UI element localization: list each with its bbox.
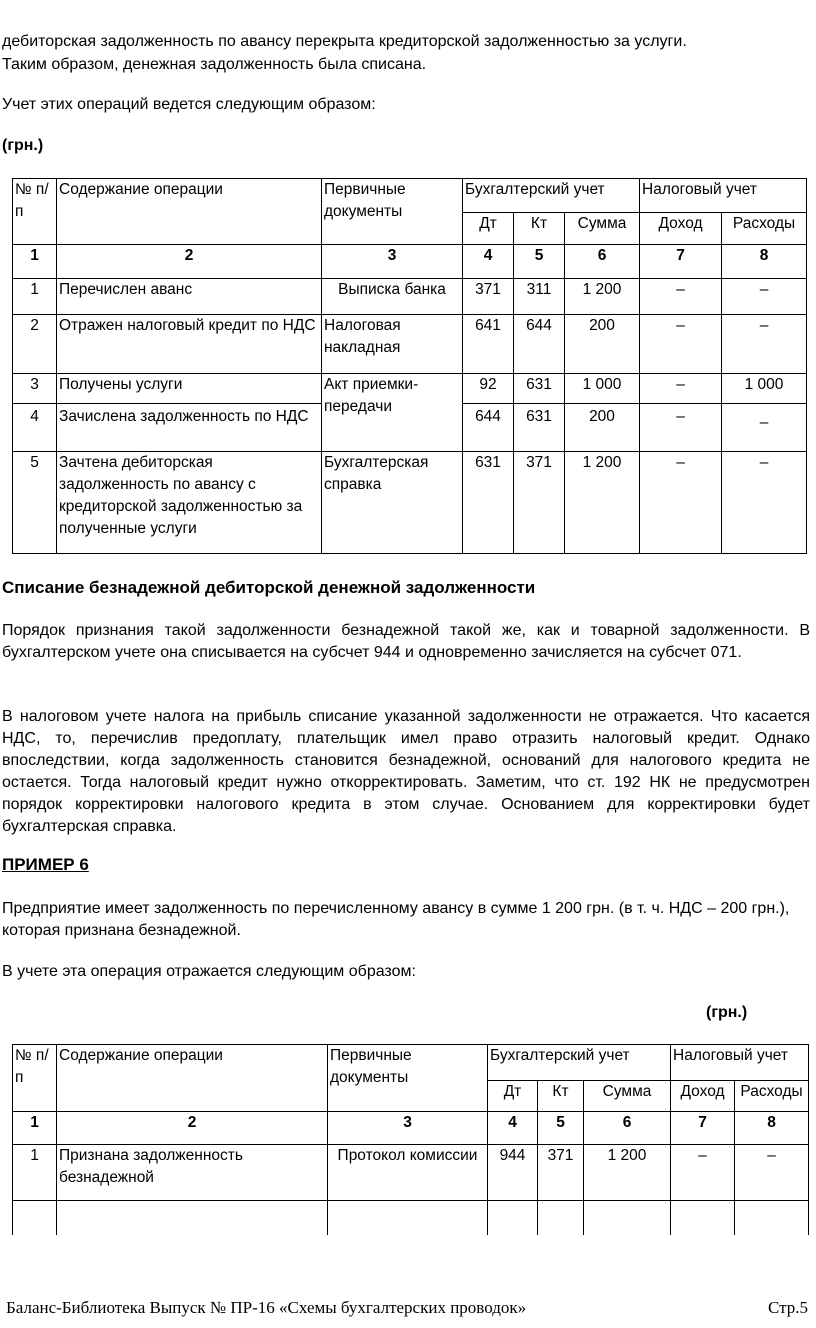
row-sum: 1 200 xyxy=(584,1145,671,1201)
col-num: 5 xyxy=(514,245,565,279)
header-dt: Дт xyxy=(463,213,514,245)
row-expense: – xyxy=(722,452,807,554)
example-title: ПРИМЕР 6 xyxy=(2,855,89,874)
empty-cell xyxy=(13,1201,57,1235)
row-expense: – xyxy=(722,315,807,374)
row-content: Отражен налоговый кредит по НДС xyxy=(57,315,322,374)
header-accounting: Бухгалтерский учет xyxy=(488,1045,671,1081)
row-kt: 371 xyxy=(514,452,565,554)
col-num: 5 xyxy=(538,1112,584,1145)
header-kt: Кт xyxy=(538,1081,584,1112)
empty-cell xyxy=(57,1201,328,1235)
row-sum: 1 200 xyxy=(565,279,640,315)
row-expense: – xyxy=(722,404,807,452)
row-kt: 631 xyxy=(514,404,565,452)
section-title: Списание безнадежной дебиторской денежной задолженности xyxy=(2,578,536,597)
row-dt: 644 xyxy=(463,404,514,452)
row-number: 5 xyxy=(13,452,57,554)
empty-cell xyxy=(488,1201,538,1235)
table-row-empty xyxy=(13,1201,809,1235)
column-number-row xyxy=(13,245,807,279)
header-content: Содержание операции xyxy=(57,1045,328,1112)
row-income: – xyxy=(640,279,722,315)
row-content: Получены услуги xyxy=(57,374,322,404)
row-number: 3 xyxy=(13,374,57,404)
header-income: Доход xyxy=(640,213,722,245)
header-expense: Расходы xyxy=(735,1081,809,1112)
row-expense: – xyxy=(735,1145,809,1201)
header-sum: Сумма xyxy=(565,213,640,245)
col-num: 2 xyxy=(57,245,322,279)
header-content: Содержание операции xyxy=(57,179,322,245)
row-dt: 631 xyxy=(463,452,514,554)
row-number: 2 xyxy=(13,315,57,374)
header-accounting: Бухгалтерский учет xyxy=(463,179,640,213)
example-intro: В учете эта операция отражается следующим образом: xyxy=(2,963,416,980)
row-number: 1 xyxy=(13,1145,57,1201)
col-num: 4 xyxy=(463,245,514,279)
row-kt: 311 xyxy=(514,279,565,315)
table-row xyxy=(13,315,807,374)
row-income: – xyxy=(640,315,722,374)
table-row xyxy=(13,279,807,315)
header-docs: Первичные документы xyxy=(328,1045,488,1112)
row-income: – xyxy=(640,452,722,554)
col-num: 7 xyxy=(671,1112,735,1145)
header-dt: Дт xyxy=(488,1081,538,1112)
row-dt: 92 xyxy=(463,374,514,404)
col-num: 6 xyxy=(584,1112,671,1145)
row-content: Признана задолженность безнадежной xyxy=(57,1145,328,1201)
header-sum: Сумма xyxy=(584,1081,671,1112)
row-dt: 641 xyxy=(463,315,514,374)
col-num: 6 xyxy=(565,245,640,279)
row-doc: Бухгалтерская справка xyxy=(322,452,463,554)
row-income: – xyxy=(671,1145,735,1201)
col-num: 7 xyxy=(640,245,722,279)
header-kt: Кт xyxy=(514,213,565,245)
row-content: Зачтена дебиторская задолженность по авансу с кредиторской задолженностью за полученные услуги xyxy=(57,452,322,554)
row-doc: Протокол комиссии xyxy=(328,1145,488,1201)
header-expense: Расходы xyxy=(722,213,807,245)
section-paragraph-1: Порядок признания такой задолженности безнадежной такой же, как и товарной задолженности. В бухгалтерском учете она списывается на субсчет 944 и одновременно зачисляется на субсчет 071. xyxy=(2,622,810,661)
page-footer xyxy=(6,1298,810,1322)
row-expense: – xyxy=(722,279,807,315)
row-income: – xyxy=(640,404,722,452)
operations-table-2 xyxy=(12,1044,809,1235)
row-sum: 1 000 xyxy=(565,374,640,404)
row-kt: 631 xyxy=(514,374,565,404)
row-sum: 1 200 xyxy=(565,452,640,554)
col-num: 8 xyxy=(722,245,807,279)
row-content: Перечислен аванс xyxy=(57,279,322,315)
row-doc: Акт приемки-передачи xyxy=(322,374,463,452)
empty-cell xyxy=(584,1201,671,1235)
example-text: Предприятие имеет задолженность по перечисленному авансу в сумме 1 200 грн. (в т. ч. НДС – 200 грн.), которая признана безнадежной. xyxy=(2,900,790,939)
row-doc: Выписка банка xyxy=(322,279,463,315)
header-tax: Налоговый учет xyxy=(671,1045,809,1081)
empty-cell xyxy=(328,1201,488,1235)
table-row xyxy=(13,1145,809,1201)
header-income: Доход xyxy=(671,1081,735,1112)
header-num: № п/п xyxy=(13,1045,57,1112)
row-content: Зачислена задолженность по НДС xyxy=(57,404,322,452)
col-num: 8 xyxy=(735,1112,809,1145)
header-tax: Налоговый учет xyxy=(640,179,807,213)
col-num: 3 xyxy=(328,1112,488,1145)
empty-cell xyxy=(671,1201,735,1235)
footer-publication: Баланс-Библиотека Выпуск № ПР-16 «Схемы бухгалтерских проводок» xyxy=(6,1298,527,1317)
intro-line-2: Таким образом, денежная задолженность была списана. xyxy=(2,56,427,73)
empty-cell xyxy=(538,1201,584,1235)
page-number: Стр.5 xyxy=(767,1298,808,1317)
operations-table-1 xyxy=(12,178,807,554)
row-income: – xyxy=(640,374,722,404)
row-number: 4 xyxy=(13,404,57,452)
row-number: 1 xyxy=(13,279,57,315)
unit-label-2: (грн.) xyxy=(706,1004,748,1021)
row-sum: 200 xyxy=(565,404,640,452)
row-sum: 200 xyxy=(565,315,640,374)
intro-line-1: дебиторская задолженность по авансу перекрыта кредиторской задолженностью за услуги. xyxy=(2,33,687,50)
table-row xyxy=(13,452,807,554)
col-num: 4 xyxy=(488,1112,538,1145)
unit-label-1: (грн.) xyxy=(2,137,44,154)
table-row xyxy=(13,374,807,404)
row-kt: 644 xyxy=(514,315,565,374)
row-kt: 371 xyxy=(538,1145,584,1201)
col-num: 1 xyxy=(13,1112,57,1145)
row-dt: 944 xyxy=(488,1145,538,1201)
section-paragraph-2: В налоговом учете налога на прибыль списание указанной задолженности не отражается. Что касается НДС, то, перечислив предоплату, плательщик имел право отразить налоговый кредит. Однако впоследствии, когда задолженность становится безнадежной, оснований для налогового кредита не остается. Тогда налоговый кредит нужно откорректировать. Заметим, что ст. 192 НК не предусмотрен порядок корректировки налогового кредита в этом случае. Основанием для корректировки будет бухгалтерская справка. xyxy=(2,708,810,835)
col-num: 1 xyxy=(13,245,57,279)
col-num: 2 xyxy=(57,1112,328,1145)
col-num: 3 xyxy=(322,245,463,279)
row-dt: 371 xyxy=(463,279,514,315)
empty-cell xyxy=(735,1201,809,1235)
row-expense: 1 000 xyxy=(722,374,807,404)
row-doc: Налоговая накладная xyxy=(322,315,463,374)
column-number-row xyxy=(13,1112,809,1145)
header-num: № п/п xyxy=(13,179,57,245)
accounting-intro: Учет этих операций ведется следующим образом: xyxy=(2,96,376,113)
header-docs: Первичные документы xyxy=(322,179,463,245)
